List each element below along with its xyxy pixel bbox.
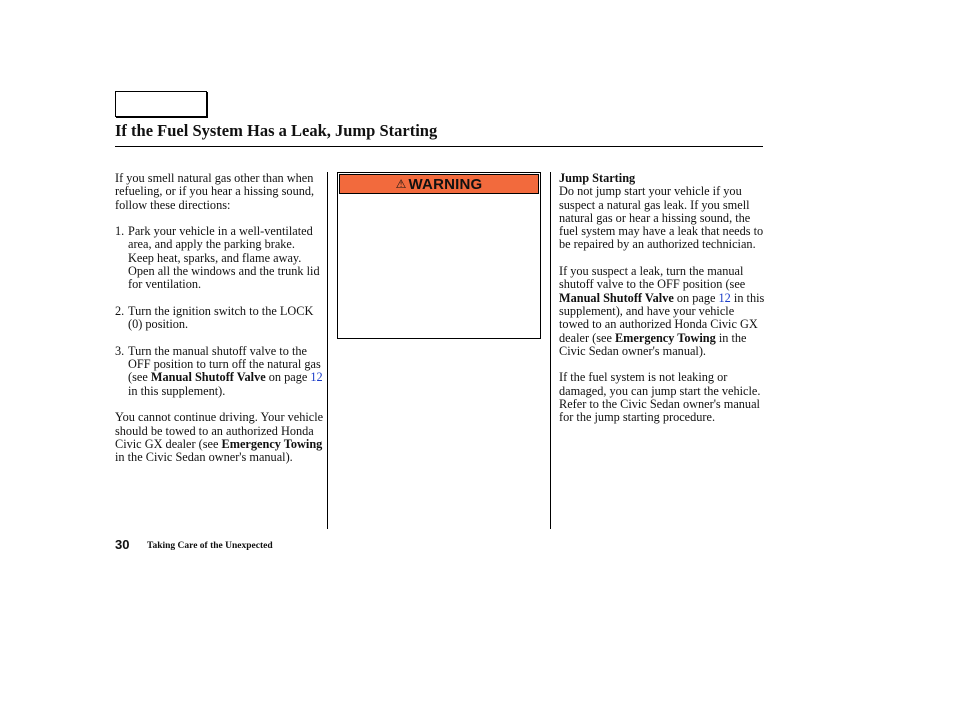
closing-paragraph bbox=[115, 411, 327, 464]
p2-text-mid: on page bbox=[673, 290, 719, 305]
jump-starting-heading bbox=[559, 172, 765, 185]
warning-banner bbox=[339, 174, 539, 194]
section-footer: Taking Care of the Unexpected bbox=[147, 541, 273, 551]
jump-starting-heading-text: Jump Starting bbox=[559, 171, 636, 185]
step1-text-cont: Keep heat, sparks, and flame away. Open all the windows and the trunk lid for ventilation. bbox=[128, 250, 320, 292]
manual-shutoff-valve-ref: Manual Shutoff Valve bbox=[559, 290, 674, 305]
page-title: If the Fuel System Has a Leak, Jump Starting bbox=[115, 121, 438, 140]
step-number: 3. bbox=[115, 343, 125, 358]
left-column bbox=[115, 172, 327, 465]
list-item bbox=[115, 345, 327, 398]
emergency-towing-ref: Emergency Towing bbox=[221, 436, 323, 451]
right-column bbox=[559, 172, 765, 425]
step3-text: Turn the manual shutoff valve to the OFF position to turn off the natural gas (see bbox=[128, 343, 321, 385]
page-number: 30 bbox=[115, 537, 130, 552]
jump-paragraph-3: If the fuel system is not leaking or damaged, you can jump start the vehicle. Refer to the Civic Sedan owner's manual for the jump starting procedure. bbox=[559, 370, 761, 425]
page-12-link[interactable]: 12 bbox=[310, 370, 323, 385]
intro-paragraph: If you smell natural gas other than when refueling, or if you hear a hissing sound, follow these directions: bbox=[115, 171, 315, 212]
warning-box bbox=[337, 172, 541, 339]
closing-text-end: in the Civic Sedan owner's manual). bbox=[115, 450, 293, 465]
column-divider bbox=[550, 172, 551, 529]
p2-text-end: in the Civic Sedan owner's manual). bbox=[559, 330, 747, 358]
step2-text: Turn the ignition switch to the LOCK (0) position. bbox=[128, 303, 314, 332]
step3-text-end: in this supplement). bbox=[128, 383, 226, 398]
section-tab-box bbox=[115, 91, 207, 117]
step-number: 1. bbox=[115, 224, 125, 239]
column-divider bbox=[327, 172, 328, 529]
jump-paragraph-1: Do not jump start your vehicle if you suspect a natural gas leak. If you smell natural gas or hear a hissing sound, the fuel system may have a leak that needs to be repaired by an authorized technician. bbox=[559, 184, 764, 252]
emergency-towing-ref: Emergency Towing bbox=[614, 330, 716, 345]
page-12-link[interactable]: 12 bbox=[718, 290, 731, 305]
list-item bbox=[115, 305, 327, 332]
p2-text: If you suspect a leak, turn the manual shutoff valve to the OFF position (see bbox=[559, 264, 746, 292]
list-item bbox=[115, 225, 327, 291]
step3-text-mid: on page bbox=[265, 370, 311, 385]
title-rule bbox=[115, 146, 763, 147]
warning-label: WARNING bbox=[408, 175, 483, 193]
p2-text-cont: in this supplement), and have your vehicle towed to an authorized Honda Civic GX dealer (see bbox=[559, 290, 765, 345]
closing-text: You cannot continue driving. Your vehicle should be towed to an authorized Honda Civic GX dealer (see bbox=[115, 410, 324, 451]
step1-text: Park your vehicle in a well-ventilated area, and apply the parking brake. bbox=[128, 224, 313, 252]
manual-shutoff-valve-ref: Manual Shutoff Valve bbox=[150, 370, 266, 385]
step-number: 2. bbox=[115, 303, 125, 318]
jump-paragraph-2 bbox=[559, 265, 765, 358]
warning-triangle-icon: ⚠ bbox=[395, 177, 407, 191]
